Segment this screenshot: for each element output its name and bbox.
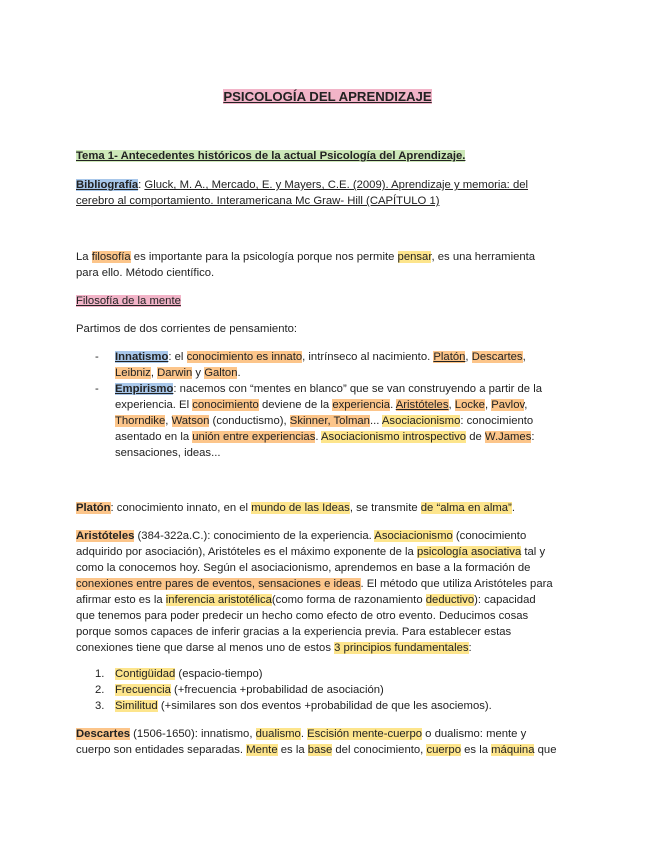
text-line <box>115 414 533 430</box>
highlighted-text: Galton <box>204 367 238 379</box>
text-line <box>76 501 515 517</box>
text-run: adquirido por asociación), Aristóteles es el máximo exponente de la <box>76 546 417 558</box>
text-run: (espacio-tiempo) <box>175 668 263 680</box>
highlighted-text: dualismo <box>255 728 301 740</box>
list-number: 3. <box>95 700 105 712</box>
highlighted-text: conexiones entre pares de eventos, sensaciones e ideas <box>76 578 361 590</box>
text-run: o dualismo: mente y <box>422 728 527 740</box>
text-run: : <box>138 179 145 191</box>
text-line <box>76 545 545 561</box>
highlighted-text: Descartes <box>471 351 523 363</box>
highlighted-text: Innatismo <box>115 351 169 363</box>
text-run: y <box>192 367 205 379</box>
text-run: , <box>465 351 472 363</box>
text-run: (conductismo), <box>209 415 290 427</box>
text-run: (+frecuencia +probabilidad de asociación) <box>170 684 384 696</box>
highlighted-text: Filosofía de la mente <box>76 295 181 307</box>
text-line <box>76 593 536 609</box>
highlighted-text: pensar <box>397 251 432 263</box>
highlighted-text: Locke <box>454 399 485 411</box>
list-number: 2. <box>95 684 105 696</box>
text-run: de <box>466 431 485 443</box>
highlighted-text: unión entre experiencias <box>192 431 316 443</box>
text-line <box>76 743 556 759</box>
text-line <box>115 699 492 715</box>
highlighted-text: Similitud <box>115 700 158 712</box>
highlighted-text: Skinner, Tolman <box>289 415 370 427</box>
text-line <box>115 366 241 382</box>
text-line <box>115 683 384 699</box>
text-line <box>76 194 440 210</box>
text-run: es la <box>277 744 308 756</box>
highlighted-text: Tema 1- Antecedentes históricos de la actual Psicología del Aprendizaje. <box>76 150 466 162</box>
text-run: es la <box>461 744 492 756</box>
text-run: . <box>315 431 322 443</box>
text-line <box>76 529 526 545</box>
highlighted-text: Platón <box>76 502 111 514</box>
text-run: . <box>511 502 515 514</box>
text-line <box>76 561 530 577</box>
highlighted-text: máquina <box>491 744 535 756</box>
text-run: : <box>531 431 535 443</box>
highlighted-text: Thorndike <box>115 415 166 427</box>
highlighted-text: conocimiento es innato <box>186 351 303 363</box>
text-run: , <box>484 399 492 411</box>
text-run: Partimos de dos corrientes de pensamiento: <box>76 323 298 335</box>
text-run: , intrínseco al nacimiento. <box>302 351 434 363</box>
highlighted-text: cuerpo <box>426 744 461 756</box>
text-run: , <box>522 351 526 363</box>
text-run: del conocimiento, <box>332 744 427 756</box>
highlighted-text: psicología asociativa <box>416 546 522 558</box>
text-run: afirmar esto es la <box>76 594 166 606</box>
text-line <box>76 609 528 625</box>
text-run: (384-322a.C.): conocimiento de la experiencia. <box>134 530 375 542</box>
highlighted-text: inferencia aristotélica <box>165 594 272 606</box>
text-run: , <box>150 367 158 379</box>
text-run: , se transmite <box>349 502 421 514</box>
text-run: : el <box>168 351 187 363</box>
highlighted-text: Mente <box>246 744 278 756</box>
highlighted-text: Escisión mente-cuerpo <box>307 728 423 740</box>
text-line <box>76 727 526 743</box>
text-run: (1506-1650): innatismo, <box>130 728 256 740</box>
text-line <box>115 382 542 398</box>
text-run: : conocimiento <box>460 415 534 427</box>
highlighted-text: 3 principios fundamentales <box>334 642 469 654</box>
text-run: experiencia. El <box>115 399 193 411</box>
highlighted-text: cerebro al comportamiento. Interamericana Mc Graw- Hill (CAPÍTULO 1) <box>76 195 440 207</box>
text-run: : <box>468 642 472 654</box>
highlighted-text: conocimiento <box>192 399 259 411</box>
text-run: (+similares son dos eventos +probabilidad de que les asociemos). <box>157 700 492 712</box>
highlighted-text: Empirismo <box>115 383 174 395</box>
highlighted-text: Asociacionismo introspectivo <box>321 431 467 443</box>
highlighted-text: Platón <box>433 351 466 363</box>
text-run: (conocimiento <box>452 530 527 542</box>
text-line <box>115 430 535 446</box>
highlighted-text: Frecuencia <box>115 684 171 696</box>
text-run: conexiones tiene que darse al menos uno de estos <box>76 642 335 654</box>
highlighted-text: W.James <box>484 431 532 443</box>
bullet-marker: - <box>95 351 99 363</box>
text-line <box>115 350 526 366</box>
text-run: : conocimiento innato, en el <box>110 502 252 514</box>
highlighted-text: mundo de las Ideas <box>251 502 350 514</box>
highlighted-text: Leibniz <box>115 367 151 379</box>
text-line <box>76 178 528 194</box>
text-run: (como forma de razonamiento <box>271 594 426 606</box>
text-run: ... <box>369 415 382 427</box>
text-run: para ello. Método científico. <box>76 267 215 279</box>
highlighted-text: Aristóteles <box>395 399 449 411</box>
highlighted-text: Darwin <box>157 367 193 379</box>
highlighted-text: Contigüidad <box>115 668 176 680</box>
text-run: , es una herramienta <box>431 251 536 263</box>
text-run: , <box>524 399 528 411</box>
text-run: deviene de la <box>258 399 333 411</box>
text-run: cuerpo son entidades separadas. <box>76 744 247 756</box>
text-line <box>76 641 472 657</box>
text-run: que tenemos para poder predecir un hecho como efecto de otro evento. Deducimos cosas <box>76 610 529 622</box>
highlighted-text: Descartes <box>76 728 131 740</box>
highlighted-text: de “alma en alma” <box>420 502 512 514</box>
text-run: . El método que utiliza Aristóteles para <box>360 578 553 590</box>
text-line <box>76 294 181 310</box>
text-run: La <box>76 251 92 263</box>
highlighted-text: base <box>307 744 333 756</box>
title-text: PSICOLOGÍA DEL APRENDIZAJE <box>223 89 432 104</box>
text-run: , <box>448 399 455 411</box>
text-run: es importante para la psicología porque nos permite <box>130 251 398 263</box>
highlighted-text: experiencia <box>332 399 391 411</box>
text-run: : nacemos con “mentes en blanco” que se van construyendo a partir de la <box>173 383 543 395</box>
bullet-marker: - <box>95 383 99 395</box>
highlighted-text: deductivo <box>425 594 475 606</box>
text-run: . <box>300 728 308 740</box>
text-line <box>76 149 465 165</box>
text-run: . <box>390 399 396 411</box>
text-run: porque somos capaces de inferir gracias a la experiencia previa. Para establecer estas <box>76 626 512 638</box>
highlighted-text: Pavlov <box>491 399 525 411</box>
text-run: tal y <box>521 546 546 558</box>
text-line <box>76 625 511 641</box>
highlighted-text: Bibliografía <box>76 179 139 191</box>
text-run: , <box>165 415 172 427</box>
highlighted-text: filosofía <box>91 251 131 263</box>
highlighted-text: Asociacionismo <box>374 530 453 542</box>
text-line <box>76 322 297 338</box>
text-line <box>76 250 535 266</box>
text-line <box>115 667 263 683</box>
text-line <box>76 577 553 593</box>
highlighted-text: Gluck, M. A., Mercado, E. y Mayers, C.E. (2009). Aprendizaje y memoria: del <box>144 179 529 191</box>
text-line <box>76 266 214 282</box>
text-run: asentado en la <box>115 431 193 443</box>
page-title <box>0 89 655 104</box>
text-run: ): capacidad <box>474 594 536 606</box>
highlighted-text: Asociacionismo <box>381 415 461 427</box>
text-run: sensaciones, ideas... <box>115 447 221 459</box>
highlighted-text: Watson <box>171 415 210 427</box>
text-line <box>115 398 527 414</box>
text-run: como la conocemos hoy. Según el asociacionismo, aprendemos en base a la formación de <box>76 562 531 574</box>
text-line <box>115 446 221 462</box>
list-number: 1. <box>95 668 105 680</box>
text-run: . <box>237 367 241 379</box>
highlighted-text: Aristóteles <box>76 530 135 542</box>
text-run: que <box>534 744 557 756</box>
